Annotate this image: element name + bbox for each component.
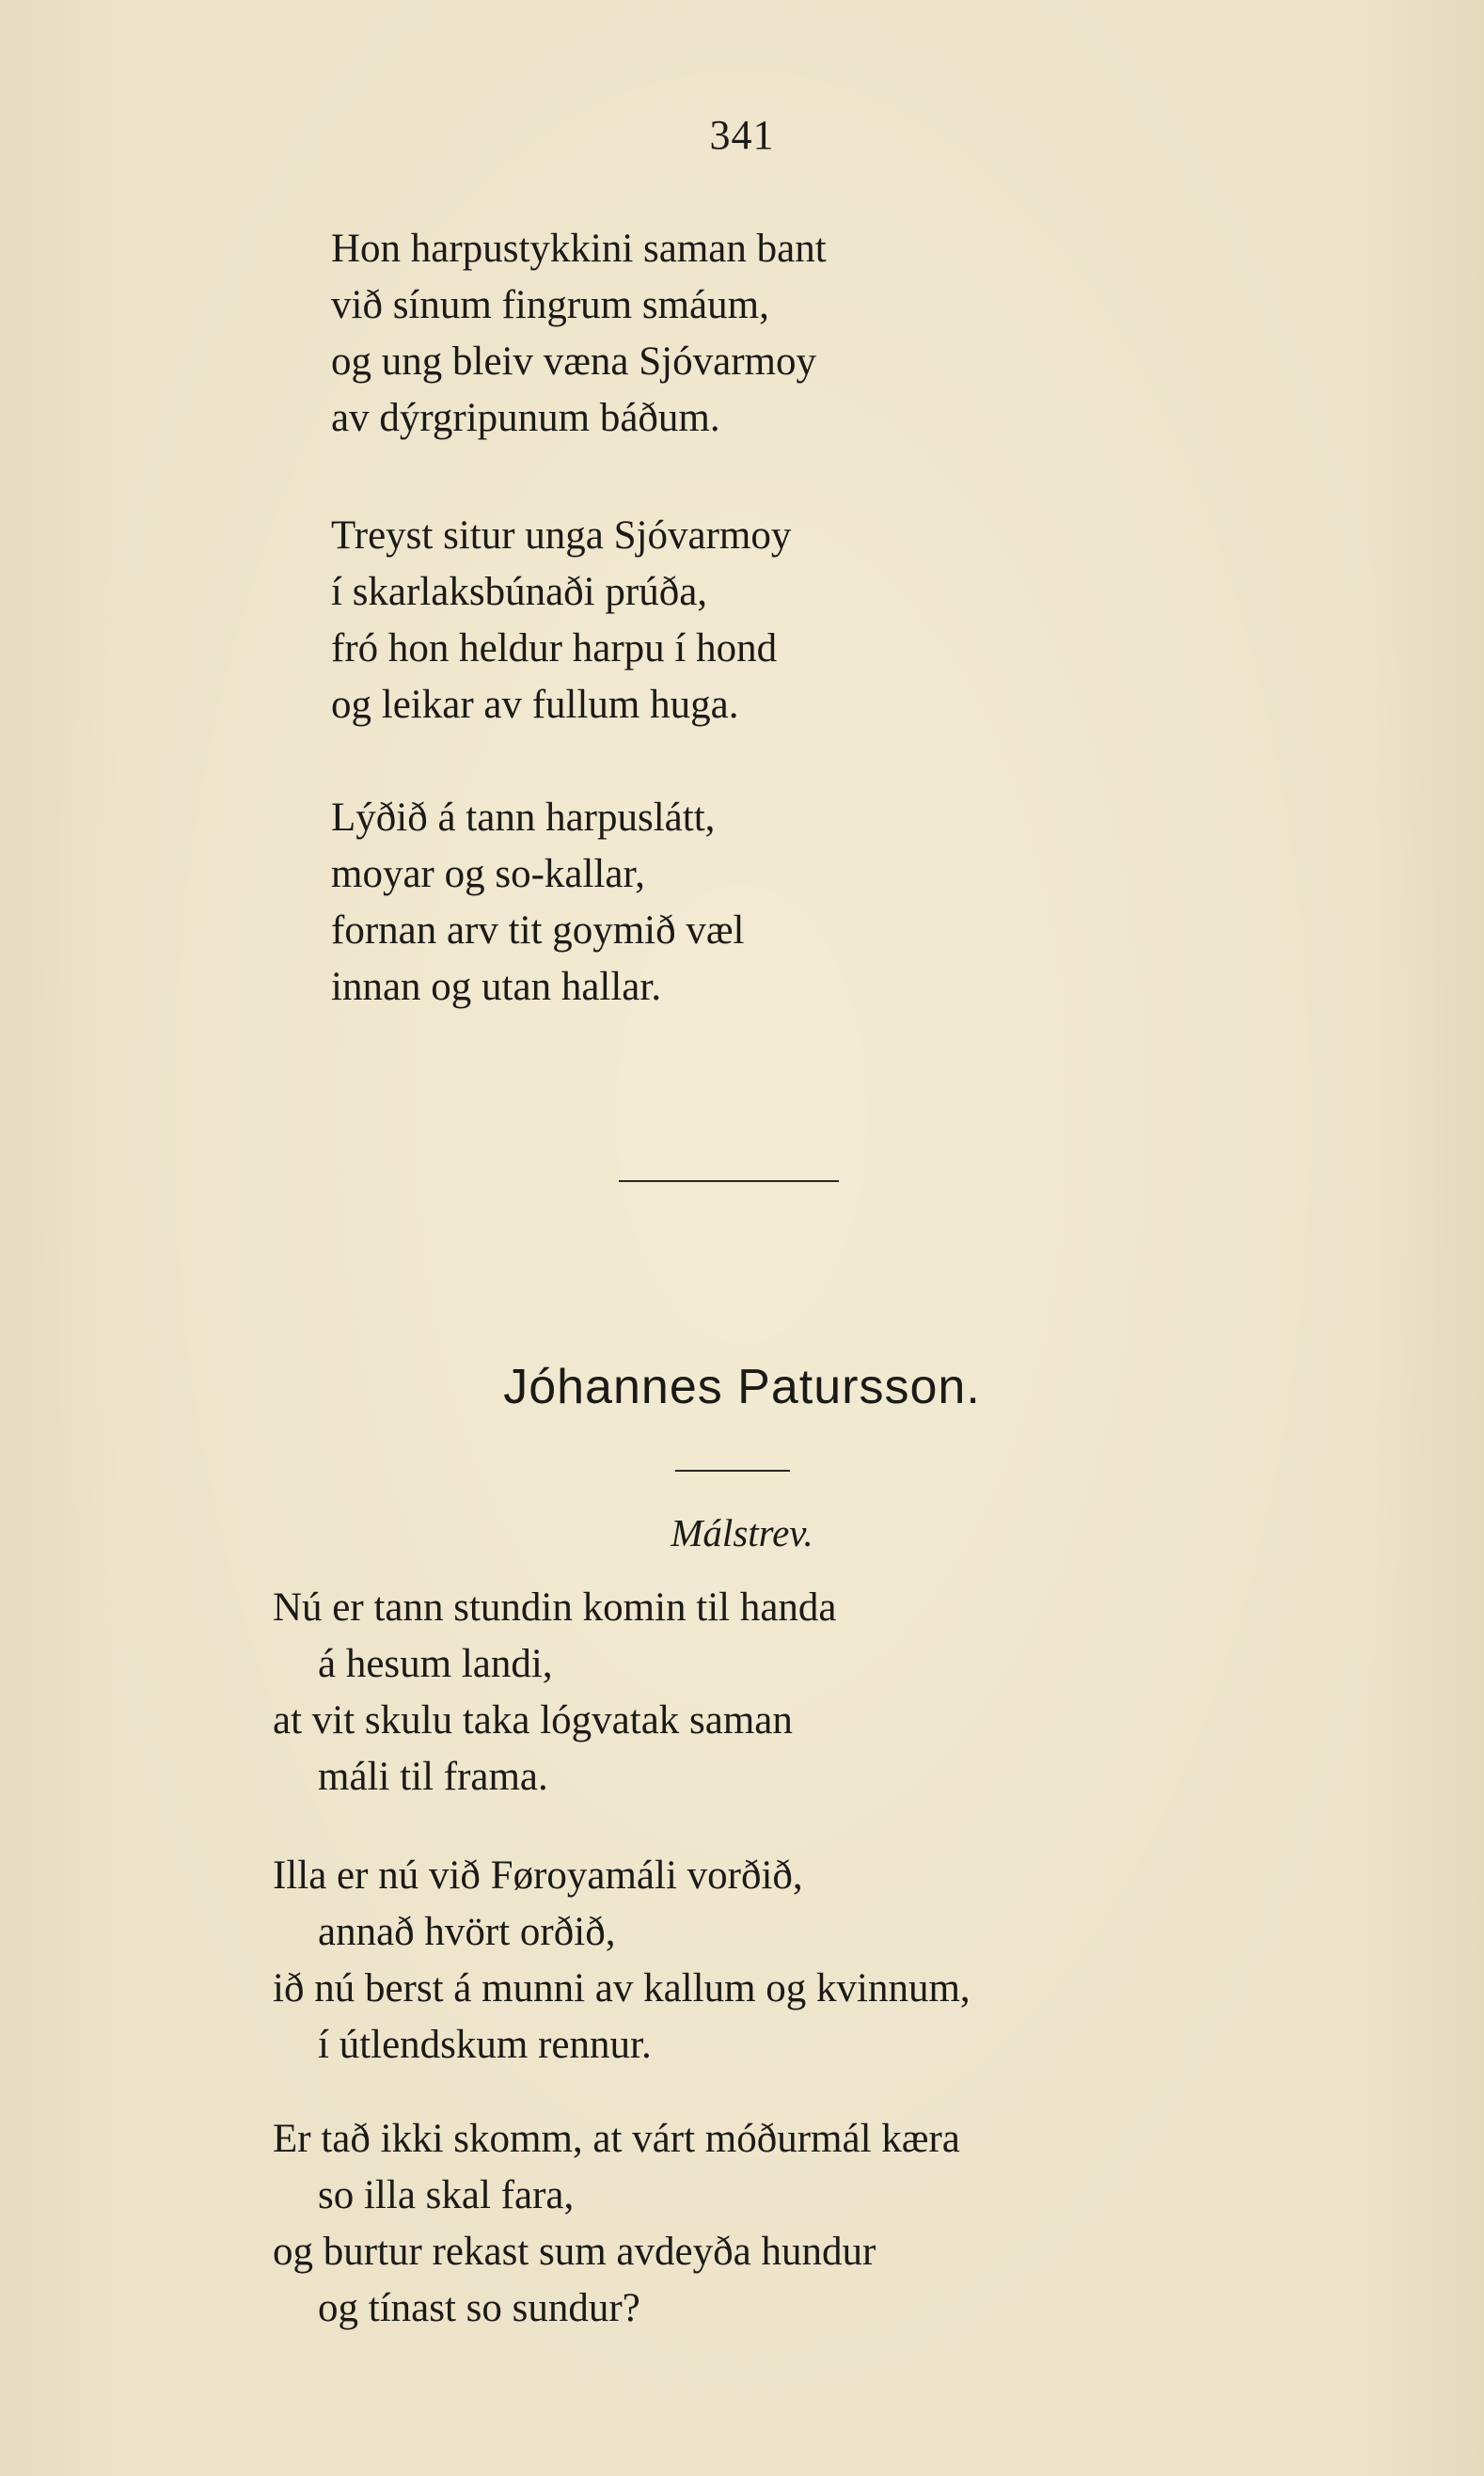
- verse-line: at vit skulu taka lógvatak saman: [273, 1698, 793, 1743]
- section-divider: [619, 1180, 839, 1182]
- verse-line: so illa skal fara,: [318, 2173, 575, 2217]
- verse-line: í skarlaksbúnaði prúða,: [331, 570, 708, 614]
- verse-line: á hesum landi,: [318, 1642, 553, 1686]
- bleed-through-decoration: [1446, 226, 1456, 284]
- poem1-stanza-2: [331, 508, 791, 733]
- verse-line: í útlendskum rennur.: [318, 2023, 652, 2067]
- verse-line: Illa er nú við Føroyamáli vorðið,: [273, 1853, 803, 1898]
- poem1-stanza-1: [331, 221, 827, 447]
- verse-line: Er tað ikki skomm, at várt móðurmál kæra: [273, 2117, 960, 2161]
- verse-line: innan og utan hallar.: [331, 965, 662, 1009]
- verse-line: Hon harpustykkini saman bant: [331, 227, 827, 271]
- verse-line: moyar og so-kallar,: [331, 852, 645, 896]
- verse-line: og ung bleiv væna Sjóvarmoy: [331, 339, 816, 384]
- author-heading: Jóhannes Patursson.: [503, 1360, 981, 1414]
- verse-line: fornan arv tit goymið væl: [331, 908, 745, 953]
- poem2-stanza-1: [273, 1580, 837, 1806]
- poem-title: Málstrev.: [671, 1511, 813, 1554]
- verse-line: annað hvört orðið,: [318, 1910, 616, 1954]
- verse-line: og leikar av fullum huga.: [331, 683, 739, 727]
- verse-line: fró hon heldur harpu í hond: [331, 626, 778, 670]
- verse-line: Nú er tann stundin komin til handa: [273, 1585, 837, 1630]
- verse-line: Treyst situr unga Sjóvarmoy: [331, 513, 792, 558]
- verse-line: ið nú berst á munni av kallum og kvinnum,: [273, 1966, 971, 2011]
- verse-line: við sínum fingrum smáum,: [331, 283, 769, 327]
- poem2-stanza-3: [273, 2111, 960, 2337]
- title-divider: [675, 1470, 790, 1472]
- verse-line: Lýðið á tann harpuslátt,: [331, 796, 716, 840]
- verse-line: og burtur rekast sum avdeyða hundur: [273, 2230, 876, 2274]
- verse-line: av dýrgripunum báðum.: [331, 396, 720, 440]
- poem1-stanza-3: [331, 790, 745, 1016]
- page-number: 341: [709, 112, 775, 158]
- verse-line: og tínast so sundur?: [318, 2286, 640, 2330]
- verse-line: máli til frama.: [318, 1755, 548, 1799]
- poem2-stanza-2: [273, 1848, 971, 2074]
